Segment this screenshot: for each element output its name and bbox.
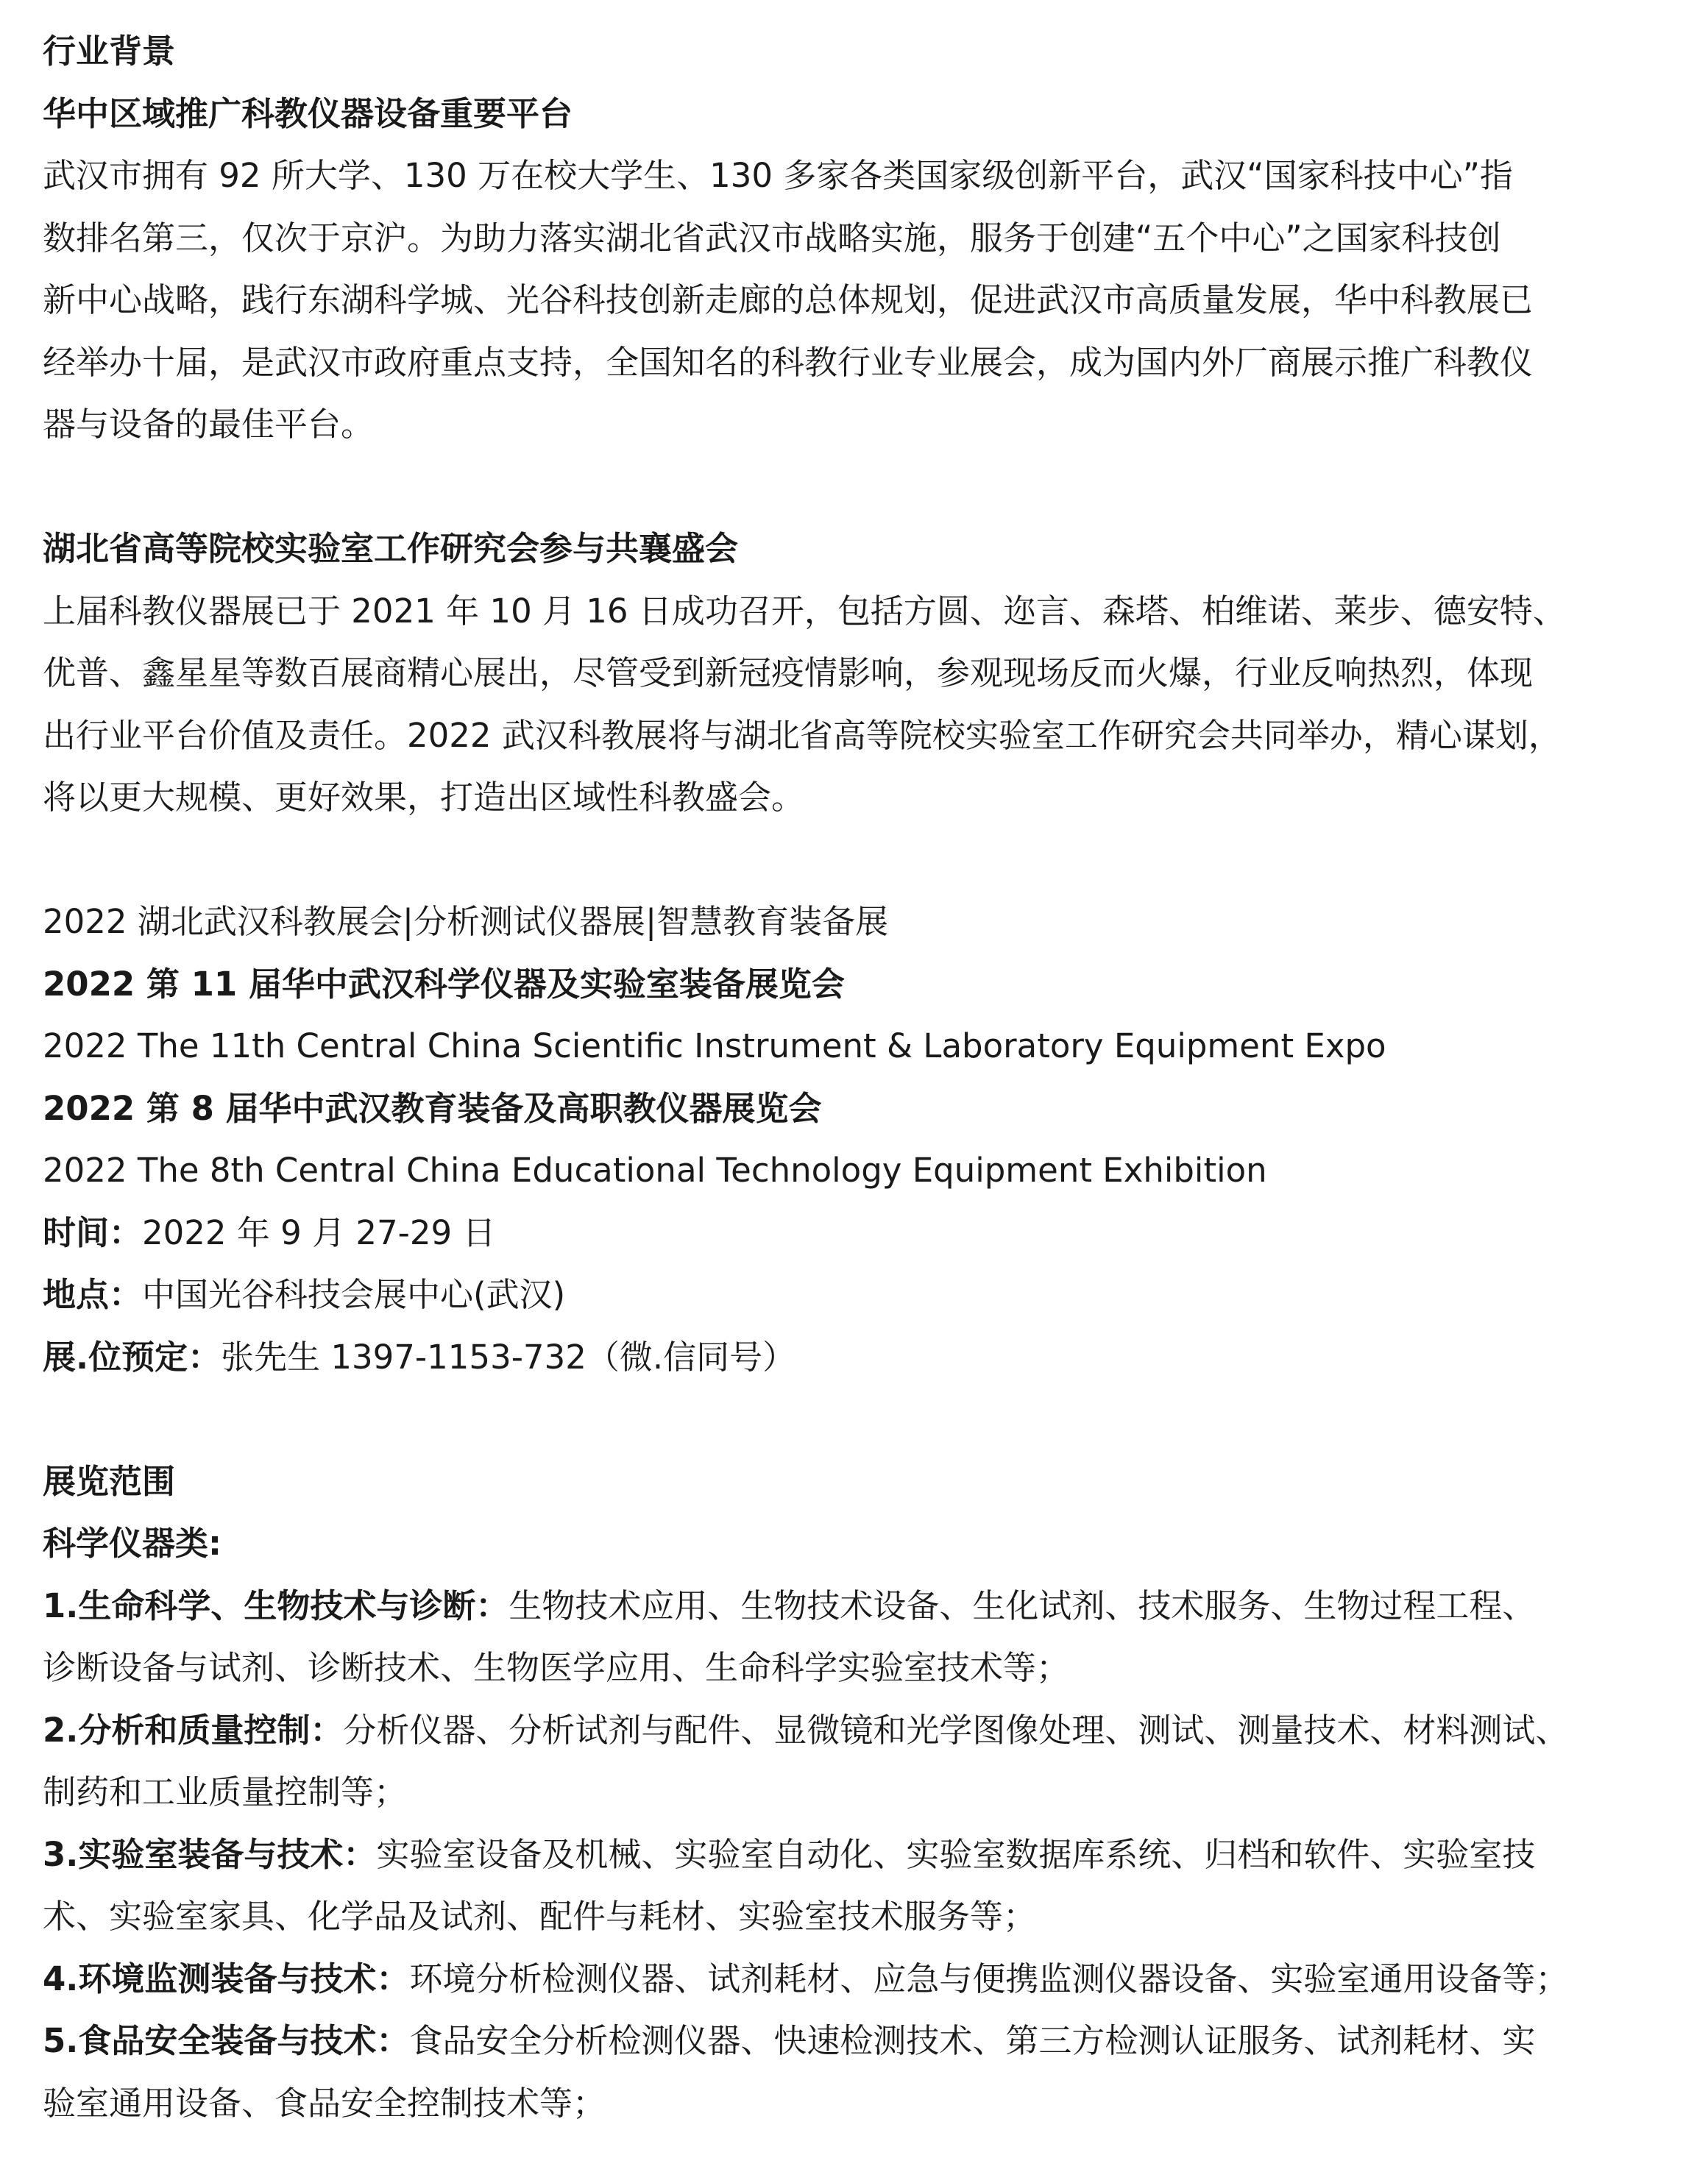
scope-item-text: 分析仪器、分析试剂与配件、显微镜和光学图像处理、测试、测量技术、材料测试、 bbox=[343, 1710, 1569, 1750]
scope-item-text: 生物技术应用、生物技术设备、生化试剂、技术服务、生物过程工程、 bbox=[508, 1586, 1536, 1625]
scope-category: 科学仪器类: bbox=[43, 1524, 222, 1563]
scope-item-label: 3.实验室装备与技术： bbox=[43, 1834, 377, 1874]
paragraph-line: 出行业平台价值及责任。2022 武汉科教展将与湖北省高等院校实验室工作研究会共同举办，精心谋划， bbox=[43, 715, 1562, 755]
section-heading-cooperation: 湖北省高等院校实验室工作研究会参与共襄盛会 bbox=[43, 529, 739, 568]
event-booking-label: 展.位预定： bbox=[43, 1337, 222, 1377]
scope-item-text: 环境分析检测仪器、试剂耗材、应急与便携监测仪器设备、实验室通用设备等； bbox=[409, 1959, 1569, 1998]
scope-item-continuation: 诊断设备与试剂、诊断技术、生物医学应用、生命科学实验室技术等； bbox=[43, 1648, 1070, 1687]
spacer bbox=[43, 829, 1708, 892]
event-place-label: 地点： bbox=[43, 1275, 143, 1314]
event-time-value: 2022 年 9 月 27-29 日 bbox=[142, 1213, 496, 1252]
paragraph-line: 器与设备的最佳平台。 bbox=[43, 405, 375, 444]
event-place-value: 中国光谷科技会展中心(武汉) bbox=[142, 1275, 566, 1314]
scope-item bbox=[43, 1824, 1708, 1887]
event-title-1-en: 2022 The 11th Central China Scientific Instrument & Laboratory Equipment Expo bbox=[43, 1026, 1386, 1065]
event-title-1-cn: 2022 第 11 届华中武汉科学仪器及实验室装备展览会 bbox=[43, 964, 845, 1004]
section-subheading-platform: 华中区域推广科教仪器设备重要平台 bbox=[43, 93, 573, 133]
scope-item-text: 食品安全分析检测仪器、快速检测技术、第三方检测认证服务、试剂耗材、实 bbox=[409, 2021, 1536, 2060]
scope-item-text: 实验室设备及机械、实验室自动化、实验室数据库系统、归档和软件、实验室技 bbox=[376, 1834, 1536, 1874]
event-tagline: 2022 湖北武汉科教展会|分析测试仪器展|智慧教育装备展 bbox=[43, 902, 889, 941]
event-booking-value: 张先生 1397-1153-732（微.信同号） bbox=[221, 1337, 796, 1377]
scope-item-continuation: 术、实验室家具、化学品及试剂、配件与耗材、实验室技术服务等； bbox=[43, 1897, 1037, 1936]
event-time-label: 时间： bbox=[43, 1213, 143, 1252]
event-booking bbox=[43, 1327, 1708, 1389]
scope-item-continuation: 制药和工业质量控制等； bbox=[43, 1772, 408, 1811]
paragraph-line: 数排名第三，仅次于京沪。为助力落实湖北省武汉市战略实施，服务于创建“五个中心”之国家科技创 bbox=[43, 218, 1501, 258]
scope-item bbox=[43, 2010, 1708, 2073]
spacer bbox=[43, 456, 1708, 519]
scope-item-label: 1.生命科学、生物技术与诊断： bbox=[43, 1586, 509, 1625]
paragraph-line: 新中心战略，践行东湖科学城、光谷科技创新走廊的总体规划，促进武汉市高质量发展，华中科教展已 bbox=[43, 280, 1534, 319]
section-heading-scope: 展览范围 bbox=[43, 1461, 176, 1501]
event-place bbox=[43, 1264, 1708, 1327]
scope-item-label: 5.食品安全装备与技术： bbox=[43, 2021, 410, 2060]
paragraph-line: 武汉市拥有 92 所大学、130 万在校大学生、130 多家各类国家级创新平台，武汉“国家科技中心”指 bbox=[43, 156, 1513, 195]
paragraph-line: 经举办十届，是武汉市政府重点支持，全国知名的科教行业专业展会，成为国内外厂商展示推广科教仪 bbox=[43, 342, 1534, 382]
scope-item bbox=[43, 1948, 1708, 2011]
event-time bbox=[43, 1202, 1708, 1265]
scope-item-label: 2.分析和质量控制： bbox=[43, 1710, 344, 1750]
event-title-2-cn: 2022 第 8 届华中武汉教育装备及高职教仪器展览会 bbox=[43, 1088, 822, 1128]
event-title-2-en: 2022 The 8th Central China Educational Technology Equipment Exhibition bbox=[43, 1151, 1267, 1190]
paragraph-line: 优普、鑫星星等数百展商精心展出，尽管受到新冠疫情影响，参观现场反而火爆，行业反响热烈，体现 bbox=[43, 653, 1534, 692]
section-heading-background: 行业背景 bbox=[43, 32, 176, 71]
paragraph-line: 将以更大规模、更好效果，打造出区域性科教盛会。 bbox=[43, 778, 805, 817]
spacer bbox=[43, 1388, 1708, 1451]
scope-item bbox=[43, 1575, 1708, 1638]
paragraph-line: 上届科教仪器展已于 2021 年 10 月 16 日成功召开，包括方圆、迩言、森塔、柏维诺、莱步、德安特、 bbox=[43, 591, 1566, 631]
scope-item-continuation: 验室通用设备、食品安全控制技术等； bbox=[43, 2083, 606, 2123]
scope-item-label: 4.环境监测装备与技术： bbox=[43, 1959, 410, 1998]
scope-item bbox=[43, 1700, 1708, 1762]
